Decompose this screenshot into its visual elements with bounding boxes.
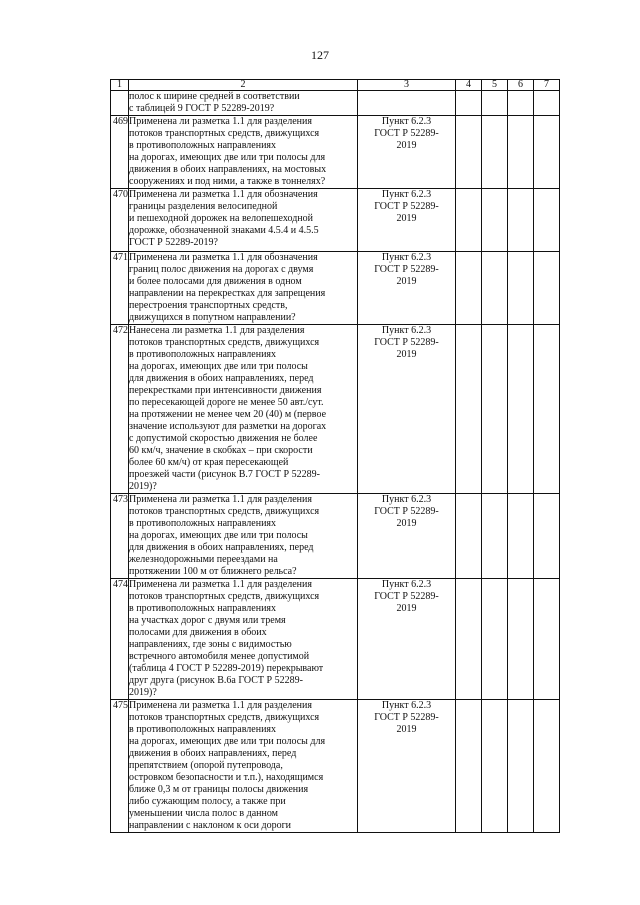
question-line: и пешеходной дорожек на велопешеходной [129, 213, 313, 224]
question-line: препятствием (опорой путепровода, [129, 760, 283, 771]
column-header-6: 6 [508, 80, 534, 91]
question-line: в противоположных направлениях [129, 724, 277, 735]
reference-text [358, 325, 456, 494]
answer-cell-col-4[interactable] [456, 494, 482, 579]
question-line: Применена ли разметка 1.1 для разделения [129, 116, 312, 127]
question-line: дорожке, обозначенной знаками 4.5.4 и 4.5.5 [129, 225, 319, 236]
column-header-3: 3 [358, 80, 456, 91]
reference-line: ГОСТ Р 52289- [374, 201, 439, 212]
table-row [111, 252, 560, 325]
question-line: полосами для движения в обоих [129, 627, 267, 638]
item-number: 474 [111, 579, 129, 700]
reference-line: Пункт 6.2.3 [381, 252, 432, 263]
reference-line: Пункт 6.2.3 [381, 189, 432, 200]
answer-cell-col-7[interactable] [534, 116, 560, 189]
question-line: либо сужающим полосу, а также при [129, 796, 286, 807]
question-line: 60 км/ч, значение в скобках – при скорости [129, 445, 313, 456]
question-text [129, 494, 358, 579]
reference-text [358, 91, 456, 116]
question-line: в противоположных направлениях [129, 518, 277, 529]
answer-cell-col-6[interactable] [508, 116, 534, 189]
header-row [111, 80, 560, 91]
question-line: сооружениях и под ними, а также в тоннелях? [129, 176, 326, 187]
answer-cell-col-5[interactable] [482, 700, 508, 833]
reference-line: ГОСТ Р 52289- [374, 591, 439, 602]
answer-cell-col-4[interactable] [456, 325, 482, 494]
answer-cell-col-7[interactable] [534, 494, 560, 579]
item-number: 470 [111, 189, 129, 252]
answer-cell-col-4[interactable] [456, 579, 482, 700]
reference-line: 2019 [396, 276, 417, 287]
item-number: 475 [111, 700, 129, 833]
reference-text [358, 189, 456, 252]
reference-line: 2019 [396, 213, 417, 224]
answer-cell-col-4[interactable] [456, 91, 482, 116]
question-line: направлениях, где зоны с видимостью [129, 639, 292, 650]
question-text [129, 189, 358, 252]
table-row [111, 700, 560, 833]
answer-cell-col-5[interactable] [482, 116, 508, 189]
answer-cell-col-7[interactable] [534, 325, 560, 494]
column-header-4: 4 [456, 80, 482, 91]
question-line: проезжей части (рисунок В.7 ГОСТ Р 52289- [129, 469, 320, 480]
question-line: для движения в обоих направлениях, перед [129, 373, 314, 384]
question-line: островком безопасности и т.п.), находящимся [129, 772, 324, 783]
reference-text [358, 252, 456, 325]
question-line: направлении на перекрестках для запрещения [129, 288, 326, 299]
question-line: встречного автомобиля менее допустимой [129, 651, 310, 662]
question-line: движения в обоих направлениях, перед [129, 748, 297, 759]
column-header-7: 7 [534, 80, 560, 91]
table-row [111, 579, 560, 700]
reference-text [358, 700, 456, 833]
reference-line: 2019 [396, 603, 417, 614]
question-line: (таблица 4 ГОСТ Р 52289-2019) перекрывают [129, 663, 324, 674]
reference-line: 2019 [396, 140, 417, 151]
question-line: более 60 км/ч) от края пересекающей [129, 457, 289, 468]
question-line: границы разделения велосипедной [129, 201, 278, 212]
reference-line: 2019 [396, 349, 417, 360]
question-line: в противоположных направлениях [129, 349, 277, 360]
answer-cell-col-7[interactable] [534, 91, 560, 116]
table-row [111, 325, 560, 494]
answer-cell-col-6[interactable] [508, 325, 534, 494]
answer-cell-col-6[interactable] [508, 579, 534, 700]
question-line: потоков транспортных средств, движущихся [129, 591, 320, 602]
question-line: на дорогах, имеющих две или три полосы [129, 530, 308, 541]
answer-cell-col-5[interactable] [482, 91, 508, 116]
question-line: потоков транспортных средств, движущихся [129, 128, 320, 139]
reference-line: ГОСТ Р 52289- [374, 264, 439, 275]
reference-line: 2019 [396, 518, 417, 529]
reference-line: ГОСТ Р 52289- [374, 506, 439, 517]
question-line: потоков транспортных средств, движущихся [129, 712, 320, 723]
question-text [129, 579, 358, 700]
item-number: 472 [111, 325, 129, 494]
answer-cell-col-5[interactable] [482, 189, 508, 252]
question-line: протяжении 100 м от ближнего рельса? [129, 566, 297, 577]
reference-line: 2019 [396, 724, 417, 735]
question-line: и более полосами для движения в одном [129, 276, 302, 287]
question-line: движущихся в попутном направлении? [129, 312, 296, 323]
question-line: на протяжении не менее чем 20 (40) м (первое [129, 409, 327, 420]
column-header-5: 5 [482, 80, 508, 91]
answer-cell-col-7[interactable] [534, 700, 560, 833]
item-number: 473 [111, 494, 129, 579]
question-line: железнодорожными переездами на [129, 554, 278, 565]
question-line: Применена ли разметка 1.1 для разделения [129, 494, 312, 505]
question-line: в противоположных направлениях [129, 603, 277, 614]
reference-line: Пункт 6.2.3 [381, 116, 432, 127]
answer-cell-col-6[interactable] [508, 252, 534, 325]
question-text [129, 252, 358, 325]
question-line: границ полос движения на дорогах с двумя [129, 264, 314, 275]
table-row [111, 91, 560, 116]
question-line: по пересекающей дороге не менее 50 авт./сут. [129, 397, 324, 408]
question-line: на дорогах, имеющих две или три полосы [129, 361, 308, 372]
question-line: с допустимой скоростью движения не более [129, 433, 318, 444]
answer-cell-col-6[interactable] [508, 494, 534, 579]
question-line: потоков транспортных средств, движущихся [129, 337, 320, 348]
reference-text [358, 494, 456, 579]
column-header-1: 1 [111, 80, 129, 91]
answer-cell-col-5[interactable] [482, 494, 508, 579]
reference-line: ГОСТ Р 52289- [374, 337, 439, 348]
question-line: Нанесена ли разметка 1.1 для разделения [129, 325, 305, 336]
item-number [111, 91, 129, 116]
question-text [129, 700, 358, 833]
question-line: на участках дорог с двумя или тремя [129, 615, 286, 626]
table-row [111, 494, 560, 579]
answer-cell-col-4[interactable] [456, 116, 482, 189]
question-line: на дорогах, имеющих две или три полосы для [129, 152, 326, 163]
question-line: 2019)? [129, 481, 157, 492]
question-line: направлении с наклоном к оси дороги [129, 820, 292, 831]
answer-cell-col-6[interactable] [508, 91, 534, 116]
question-line: полос к ширине средней в соответствии [129, 91, 300, 102]
question-line: движения в обоих направлениях, на мостовых [129, 164, 327, 175]
checklist-table [110, 79, 560, 833]
answer-cell-col-5[interactable] [482, 579, 508, 700]
table-row [111, 189, 560, 252]
reference-text [358, 116, 456, 189]
question-text [129, 116, 358, 189]
answer-cell-col-4[interactable] [456, 189, 482, 252]
question-line: Применена ли разметка 1.1 для разделения [129, 579, 312, 590]
question-line: ближе 0,3 м от границы полосы движения [129, 784, 309, 795]
question-line: потоков транспортных средств, движущихся [129, 506, 320, 517]
reference-line: ГОСТ Р 52289- [374, 712, 439, 723]
question-line: Применена ли разметка 1.1 для обозначения [129, 252, 318, 263]
reference-line: Пункт 6.2.3 [381, 579, 432, 590]
question-text [129, 325, 358, 494]
question-line: Применена ли разметка 1.1 для разделения [129, 700, 312, 711]
question-line: ГОСТ Р 52289-2019? [129, 237, 218, 248]
answer-cell-col-7[interactable] [534, 579, 560, 700]
item-number: 469 [111, 116, 129, 189]
answer-cell-col-4[interactable] [456, 252, 482, 325]
question-line: для движения в обоих направлениях, перед [129, 542, 314, 553]
answer-cell-col-6[interactable] [508, 700, 534, 833]
question-line: друг друга (рисунок В.6а ГОСТ Р 52289- [129, 675, 303, 686]
question-line: значение используют для разметки на дорогах [129, 421, 327, 432]
answer-cell-col-7[interactable] [534, 252, 560, 325]
question-line: в противоположных направлениях [129, 140, 277, 151]
question-line: перекрестками при интенсивности движения [129, 385, 322, 396]
reference-text [358, 579, 456, 700]
reference-line: Пункт 6.2.3 [381, 700, 432, 711]
question-line: с таблицей 9 ГОСТ Р 52289-2019? [129, 103, 275, 114]
answer-cell-col-5[interactable] [482, 325, 508, 494]
column-header-2: 2 [129, 80, 358, 91]
answer-cell-col-5[interactable] [482, 252, 508, 325]
question-text [129, 91, 358, 116]
page-number: 127 [311, 48, 329, 62]
answer-cell-col-6[interactable] [508, 189, 534, 252]
reference-line: Пункт 6.2.3 [381, 325, 432, 336]
question-line: на дорогах, имеющих две или три полосы для [129, 736, 326, 747]
reference-line: Пункт 6.2.3 [381, 494, 432, 505]
item-number: 471 [111, 252, 129, 325]
question-line: уменьшении числа полос в данном [129, 808, 278, 819]
table-row [111, 116, 560, 189]
answer-cell-col-4[interactable] [456, 700, 482, 833]
question-line: Применена ли разметка 1.1 для обозначения [129, 189, 318, 200]
checklist-rows [111, 91, 560, 833]
reference-line: ГОСТ Р 52289- [374, 128, 439, 139]
question-line: 2019)? [129, 687, 157, 698]
answer-cell-col-7[interactable] [534, 189, 560, 252]
question-line: перестроения транспортных средств, [129, 300, 288, 311]
